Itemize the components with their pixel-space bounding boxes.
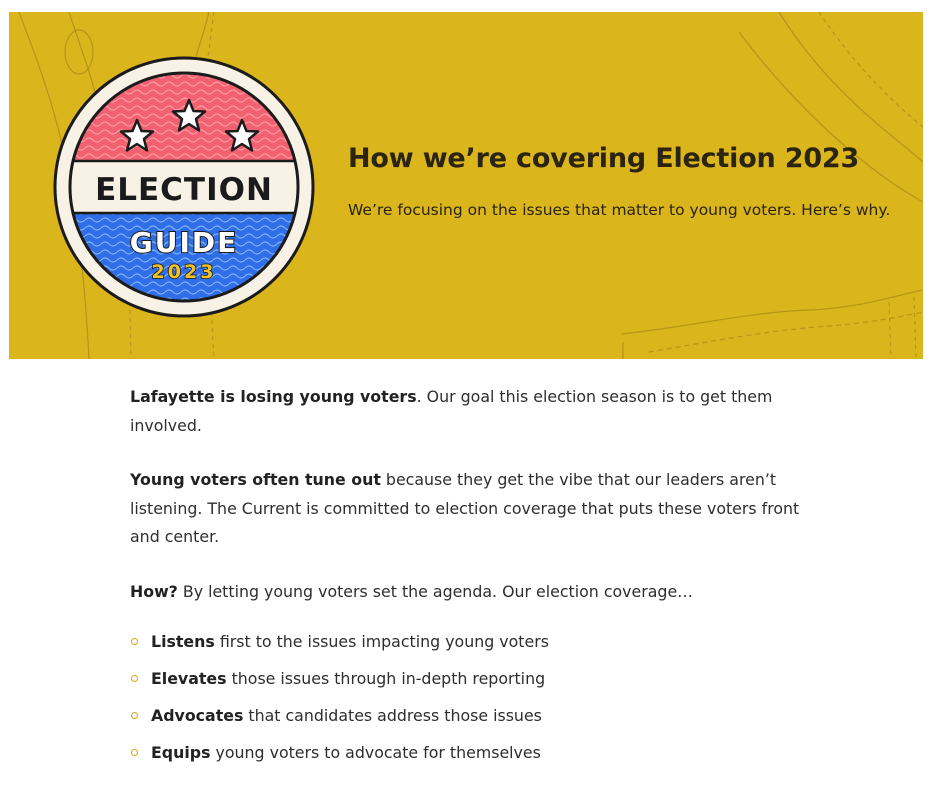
paragraph-lead: Lafayette is losing young voters xyxy=(130,387,417,406)
list-item-lead: Equips xyxy=(151,743,211,762)
paragraph-text: By letting young voters set the agenda. Our election coverage… xyxy=(177,581,693,601)
paragraph xyxy=(130,466,800,552)
list-item xyxy=(130,632,800,652)
list-item-text: first to the issues impacting young voters xyxy=(214,632,549,651)
badge-election-text: ELECTION xyxy=(95,172,273,208)
hero-banner xyxy=(9,12,923,359)
list-item-text: those issues through in-depth reporting xyxy=(226,669,546,688)
hero-title: How we’re covering Election 2023 xyxy=(348,143,860,174)
badge-guide-text: GUIDE xyxy=(129,226,239,259)
list-item xyxy=(130,669,800,689)
paragraph-text: because they get the vibe that our leaders aren’t listening. The Current is committed to election coverage that puts these voters front and center. xyxy=(130,470,800,546)
bullet-icon xyxy=(131,749,138,756)
list-item-text: that candidates address those issues xyxy=(243,706,542,725)
article-body xyxy=(130,383,800,780)
hero-subtitle: We’re focusing on the issues that matter to young voters. Here’s why. xyxy=(348,201,891,219)
paragraph-lead: How? xyxy=(130,581,178,601)
list-item-lead: Advocates xyxy=(151,706,244,725)
paragraph xyxy=(130,578,800,607)
bullet-icon xyxy=(131,712,138,719)
bullet-icon xyxy=(131,638,138,645)
badge-year-text: 2023 xyxy=(151,261,217,283)
list-item-lead: Elevates xyxy=(151,669,227,688)
paragraph-lead: Young voters often tune out xyxy=(130,470,381,489)
list-item xyxy=(130,743,800,763)
paragraph-text: . Our goal this election season is to get them involved. xyxy=(130,387,773,435)
paragraph xyxy=(130,383,800,440)
list-item xyxy=(130,706,800,726)
bullet-icon xyxy=(131,675,138,682)
list-item-lead: Listens xyxy=(151,632,215,651)
coverage-list xyxy=(130,632,800,763)
election-guide-badge xyxy=(53,56,315,318)
list-item-text: young voters to advocate for themselves xyxy=(210,743,541,762)
